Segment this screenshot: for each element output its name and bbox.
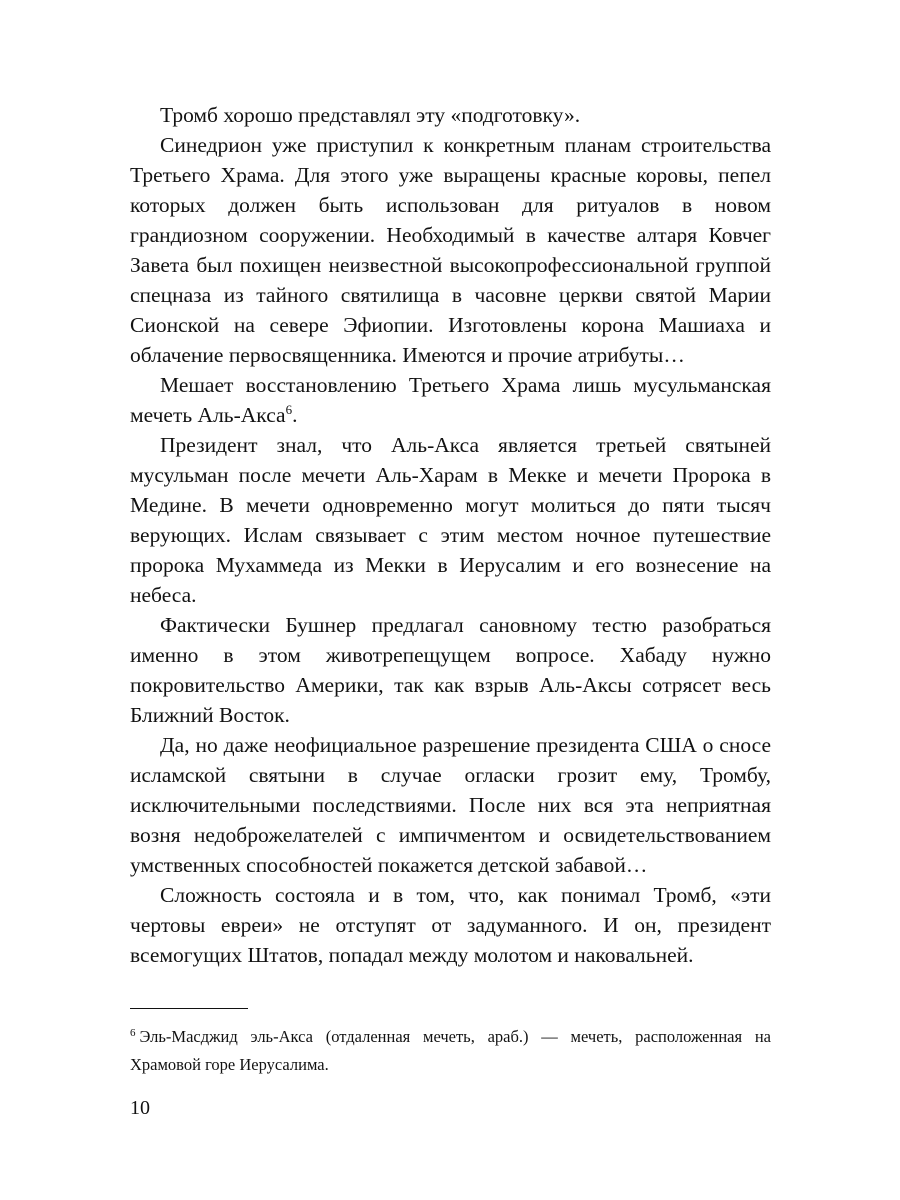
paragraph-text: Мешает восстановлению Третьего Храма лишь мусульманская мечеть Аль-Акса — [130, 373, 771, 427]
paragraph-with-footnote-reference — [130, 370, 771, 430]
page-number: 10 — [130, 1097, 150, 1119]
footnote — [130, 1023, 771, 1079]
paragraph: Синедрион уже приступил к конкретным планам строительства Третьего Храма. Для этого уже выращены красные коровы, пепел которых должен быть использован для ритуалов в новом грандиозном сооружении. Необходимый в качестве алтаря Ковчег Завета был похищен неизвестной высокопрофессиональной группой спецназа из тайного святилища в часовне церкви святой Марии Сионской на севере Эфиопии. Изготовлены корона Машиаха и облачение первосвященника. Имеются и прочие атрибуты… — [130, 133, 771, 367]
body-text — [130, 100, 771, 970]
paragraph: Фактически Бушнер предлагал сановному тестю разобраться именно в этом животрепещущем вопросе. Хабаду нужно покровительство Америки, так как взрыв Аль-Аксы сотрясет весь Ближний Восток. — [130, 613, 771, 727]
footnote-section — [130, 1008, 771, 1079]
paragraph: Тромб хорошо представлял эту «подготовку». — [160, 103, 581, 127]
footnote-reference: 6 — [285, 401, 293, 417]
paragraph: Да, но даже неофициальное разрешение президента США о сносе исламской святыни в случае огласки грозит ему, Тромбу, исключительными последствиями. После них вся эта неприятная возня недоброжелателей с импичментом и освидетельствованием умственных способностей покажется детской забавой… — [130, 733, 771, 877]
footnote-divider — [130, 1008, 248, 1009]
paragraph-text: . — [292, 403, 298, 427]
paragraph: Сложность состояла и в том, что, как понимал Тромб, «эти чертовы евреи» не отступят от задуманного. И он, президент всемогущих Штатов, попадал между молотом и наковальней. — [130, 883, 771, 967]
footnote-text: Эль-Масджид эль-Акса (отдаленная мечеть, араб.) — мечеть, расположенная на Храмовой горе Иерусалима. — [130, 1027, 771, 1074]
footnote-marker: 6 — [130, 1026, 136, 1039]
paragraph: Президент знал, что Аль-Акса является третьей святыней мусульман после мечети Аль-Харам в Мекке и мечети Пророка в Медине. В мечети одновременно могут молиться до пяти тысяч верующих. Ислам связывает с этим местом ночное путешествие пророка Мухаммеда из Мекки в Иерусалим и его вознесение на небеса. — [130, 433, 771, 607]
